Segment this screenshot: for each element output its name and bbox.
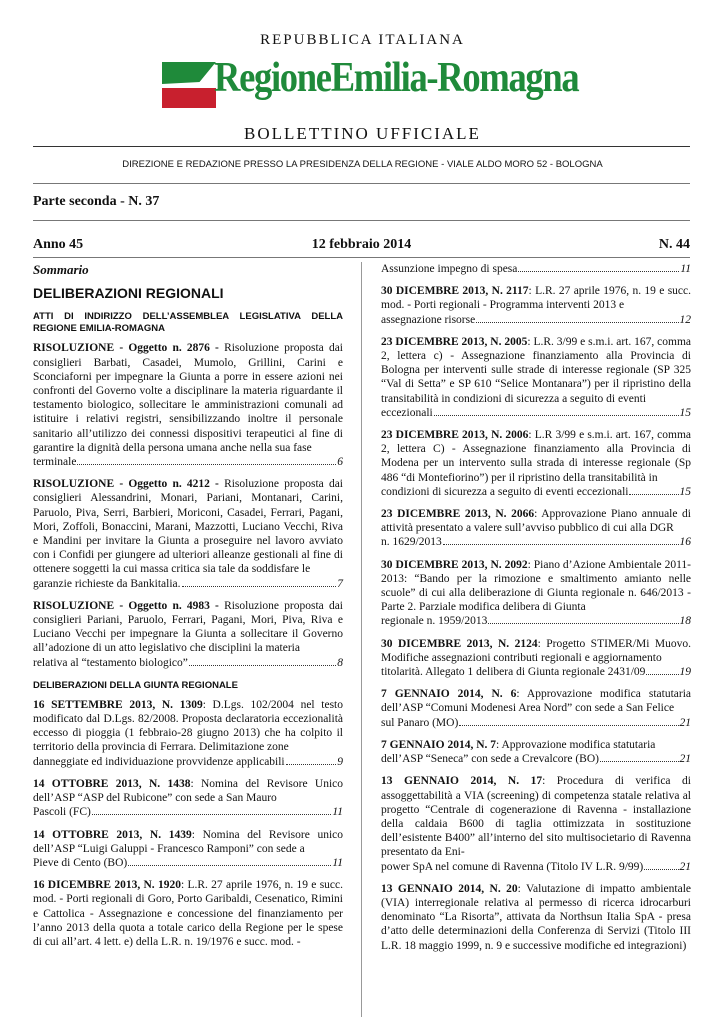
entry-text: Risoluzione proposta dai consiglieri Alessandrini, Monari, Pariani, Montanari, Carini, Paruolo, Piva, Serri, Barbieri, Moriconi, Casadei, Ferrari, Pagani, Mori, Zoffoli, Bonaccini, Marani, Mazzotti, Luciano Vecchi, Riva e Mandini per invitare la Giunta a proseguire nel lavoro avviato con i Confidi per giungere ad ulteriori alleanze gestionali al fine di ottenere soggetti la cui massa critica sia tale da soddisfare le (33, 478, 343, 576)
entry-heading: 14 OTTOBRE 2013, N. 1439 (33, 828, 192, 841)
subsection-title: DELIBERAZIONI DELLA GIUNTA REGIONALE (33, 679, 238, 691)
entry-text: : Approvazione modifica statutaria dell’ASP “Comuni Modenesi Area Nord” con sede a San Felice (381, 688, 691, 715)
entry-heading: 30 DICEMBRE 2013, N. 2117 (381, 285, 529, 298)
page-number: 16 (679, 536, 691, 549)
entry-text: : Piano d’Azione Ambientale 2011-2013: “Bando per la rimozione e smaltimento amianto nelle scuole” di cui alla deliberazione di Giunta regionale n. 646/2013 - Parte 2. Parziale modifica delibera di Giunta (381, 558, 691, 614)
summary-entry[interactable] (381, 774, 691, 873)
republic-title: REPUBBLICA ITALIANA (260, 32, 465, 48)
issue-date: 12 febbraio 2014 (311, 237, 412, 252)
page-number: 9 (337, 755, 343, 768)
part-title: Parte seconda - N. 37 (33, 194, 160, 209)
page-number: 18 (679, 615, 691, 628)
summary-entry-continuation[interactable]: Assunzione impegno di spesa 11 (381, 263, 691, 275)
entry-heading: 7 GENNAIO 2014, N. 6 (381, 688, 517, 701)
entry-text-last-line: danneggiate ed individuazione provvidenze applicabili (33, 755, 285, 768)
page-number: 15 (679, 485, 691, 498)
summary-entry[interactable] (33, 477, 343, 591)
entry-text-last-line: garanzie richieste da Bankitalia. (33, 577, 181, 590)
entry-text-last-line: titolarità. Allegato 1 delibera di Giunta regionale 2431/09 (381, 666, 646, 679)
page-number: 11 (332, 806, 343, 819)
region-logo (160, 54, 580, 116)
page-number: 21 (679, 860, 691, 873)
entry-heading: 13 GENNAIO 2014, N. 20 (381, 882, 518, 895)
summary-entry[interactable] (33, 777, 343, 820)
divider (33, 257, 690, 258)
page-number: 19 (679, 666, 691, 679)
page-number: 21 (679, 753, 691, 766)
entry-heading: 30 DICEMBRE 2013, N. 2092 (381, 558, 528, 571)
entry-text: : Approvazione modifica statutaria (496, 738, 656, 751)
summary-entry[interactable] (33, 878, 343, 949)
entry-text-last-line: Pieve di Cento (BO) (33, 856, 128, 869)
entry-text-last-line: power SpA nel comune di Ravenna (Titolo IV L.R. 9/99) (381, 860, 644, 873)
entry-text-last-line: sul Panaro (MO) (381, 716, 459, 729)
entry-text-last-line: terminale (33, 456, 77, 469)
summary-entry[interactable] (381, 558, 691, 629)
entry-text: : Nomina del Revisore unico dell’ASP “Luigi Galuppi - Francesco Ramponi” con sede a (33, 828, 343, 855)
summary-entry[interactable] (33, 341, 343, 469)
summary-entry[interactable] (381, 882, 691, 953)
region-flag-icon (160, 58, 218, 110)
column-divider (361, 262, 362, 1017)
page-number: 21 (679, 716, 691, 729)
entry-text: : Nomina del Revisore Unico dell’ASP “ASP del Rubicone” con sede a San Mauro (33, 777, 343, 805)
summary-entry[interactable] (381, 507, 691, 550)
entry-text: : L.R. 27 aprile 1976, n. 19 e succ. mod. - Porti regionali di Goro, Porto Garibaldi, Cesenatico, Rimini e Cattolica - Assegnazione e concessione del finanziamento per l’anno 2013 della quota a totale carico della Regione per le spese di cui all’art. 4 lett. e) della L.R. n. 19/1976 e succ. mod. - (33, 879, 344, 948)
entry-heading: 13 GENNAIO 2014, N. 17 (381, 775, 543, 788)
summary-entry[interactable] (33, 828, 343, 871)
page-number: 6 (337, 456, 343, 469)
page-number: 7 (337, 577, 343, 590)
direction-address: DIREZIONE E REDAZIONE PRESSO LA PRESIDENZA DELLA REGIONE - VIALE ALDO MORO 52 - BOLOGNA (122, 159, 603, 170)
entry-heading: 16 SETTEMBRE 2013, N. 1309 (33, 698, 203, 711)
entry-heading: 23 DICEMBRE 2013, N. 2006 (381, 429, 529, 442)
summary-entry[interactable] (33, 698, 343, 769)
page-number: 11 (332, 856, 343, 869)
summary-title: Sommario (33, 262, 89, 277)
region-name: RegioneEmilia-Romagna (214, 55, 579, 101)
summary-right-column (381, 262, 691, 961)
page-number: 8 (337, 656, 343, 669)
subsection-title: ATTI DI INDIRIZZO DELL’ASSEMBLEA LEGISLATIVA DELLA REGIONE EMILIA-ROMAGNA (33, 311, 343, 335)
divider (33, 146, 690, 147)
entry-heading: 23 DICEMBRE 2013, N. 2066 (381, 508, 535, 521)
entry-text: : Progetto STIMER/Mi Muovo. Modifiche assegnazioni contributi regionali e aggiornamento (381, 637, 691, 664)
entry-text: : Procedura di verifica di assoggettabilità a VIA (screening) di competenza statale relativa al progetto “Centrale di cogenerazione di Ravenna - installazione della caldaia B600 di taglia ottimizzata in sostituzione dell’esistente B400” all’interno del sito multisocietario di Ravenna presentato da Eni- (381, 775, 691, 859)
entry-heading: 23 DICEMBRE 2013, N. 2005 (381, 335, 528, 348)
entry-heading: 7 GENNAIO 2014, N. 7 (381, 738, 497, 751)
page-number: 15 (679, 406, 691, 419)
summary-entry[interactable] (381, 738, 691, 766)
entry-heading: 16 DICEMBRE 2013, N. 1920 (33, 879, 181, 892)
summary-entry[interactable] (381, 687, 691, 730)
masthead (0, 32, 725, 49)
entry-heading: RISOLUZIONE - Oggetto n. 4983 - (33, 599, 225, 612)
entry-text: : L.R 3/99 e s.m.i. art. 167, comma 2, lettera C) - Assegnazione finanziamento alla Provincia di Modena per un intervento sulla strada di interesse regionale (Sp 486 “di Montefiorino”) per il ripristino della transitabilità in (381, 429, 691, 484)
entry-text-last-line: relativa al “testamento biologico” (33, 656, 188, 669)
entry-text: : Approvazione Piano annuale di attività presentato a valere sull’avviso pubblico di cui alla DGR (381, 508, 691, 535)
divider (33, 183, 690, 184)
entry-text: Risoluzione proposta dai consiglieri Barbati, Casadei, Mumolo, Grillini, Carini e Sconciaforni per impegnare la Giunta a porre in essere azioni nei confronti del Governo volte a disciplinare la materia riguardante il testamento biologico, sollecitare le amministrazioni comunali ad istituire i relativi registri, sensibilizzando inoltre il personale sanitario all’utilizzo dei connessi dispositivi terapeutici al fine di garantire la dignità della persona umana anche nella sua fase (33, 342, 343, 454)
entry-text: Risoluzione proposta dai consiglieri Pariani, Paruolo, Ferrari, Pagani, Mori, Piva, Riva e Luciano Vecchi per impegnare la Giunta a sollecitare il Governo all’adozione di un atto legislativo che disciplini la materia (33, 599, 343, 655)
entry-heading: RISOLUZIONE - Oggetto n. 2876 - (33, 342, 225, 355)
entry-text-last-line: condizioni di sicurezza a seguito di eventi eccezionali (381, 485, 629, 498)
summary-entry[interactable] (381, 335, 691, 420)
divider (33, 220, 690, 221)
page-number: 12 (679, 313, 691, 326)
bulletin-title: BOLLETTINO UFFICIALE (244, 124, 481, 143)
summary-entry[interactable] (381, 284, 691, 327)
entry-text-last-line: assegnazione risorse (381, 313, 476, 326)
entry-text-last-line: eccezionali (381, 406, 433, 419)
entry-text: : L.R. 3/99 e s.m.i. art. 167, comma 2, lettera c) - Assegnazione finanziamento alla Provincia di Bologna per interventi sulle strade di interesse regionale (SP 325 “Val di Setta” e SP 610 “Selice Montanara”) per il ripristino della transitabilità in condizioni di sicurezza a seguito di eventi (381, 335, 691, 405)
entry-text-last-line: dell’ASP “Seneca” con sede a Crevalcore (BO) (381, 753, 599, 766)
issue-year: Anno 45 (33, 237, 84, 252)
summary-left-column (33, 262, 343, 957)
entry-text: : L.R. 27 aprile 1976, n. 19 e succ. mod. - Porti regionali - Programma interventi 2013 e (381, 285, 691, 312)
entry-heading: 30 DICEMBRE 2013, N. 2124 (381, 637, 538, 650)
summary-entry[interactable] (381, 637, 691, 680)
entry-text: : D.Lgs. 102/2004 nel testo modificato dal D.Lgs. 82/2008. Proposta declaratoria eccezionalità eccesso di pioggia (1 febbraio-28 giugno 2013) che ha colpito il territorio della provincia di Ferrara. Delimitazione zone (33, 698, 343, 754)
entry-text: : Valutazione di impatto ambientale (VIA) interregionale relativa al permesso di ricerca idrocarburi denominato “La Risorta”, attivata da Northsun Italia SpA - presa d’atto delle determinazioni della Conferenza di Servizi (Titolo III L.R. 18 maggio 1999, n. 9 e successive modifiche ed integrazioni) (381, 882, 691, 952)
issue-number: N. 44 (658, 237, 690, 252)
summary-entry[interactable] (33, 599, 343, 670)
entry-text-last-line: regionale n. 1959/2013 (381, 615, 488, 628)
page-number: 11 (680, 263, 691, 275)
entry-heading: RISOLUZIONE - Oggetto n. 4212 - (33, 478, 225, 491)
section-title: DELIBERAZIONI REGIONALI (33, 285, 224, 302)
entry-heading: 14 OTTOBRE 2013, N. 1438 (33, 777, 191, 790)
entry-text-last-line: Pascoli (FC) (33, 806, 91, 819)
summary-entry[interactable] (381, 428, 691, 499)
entry-text-last-line: n. 1629/2013 (381, 536, 442, 549)
